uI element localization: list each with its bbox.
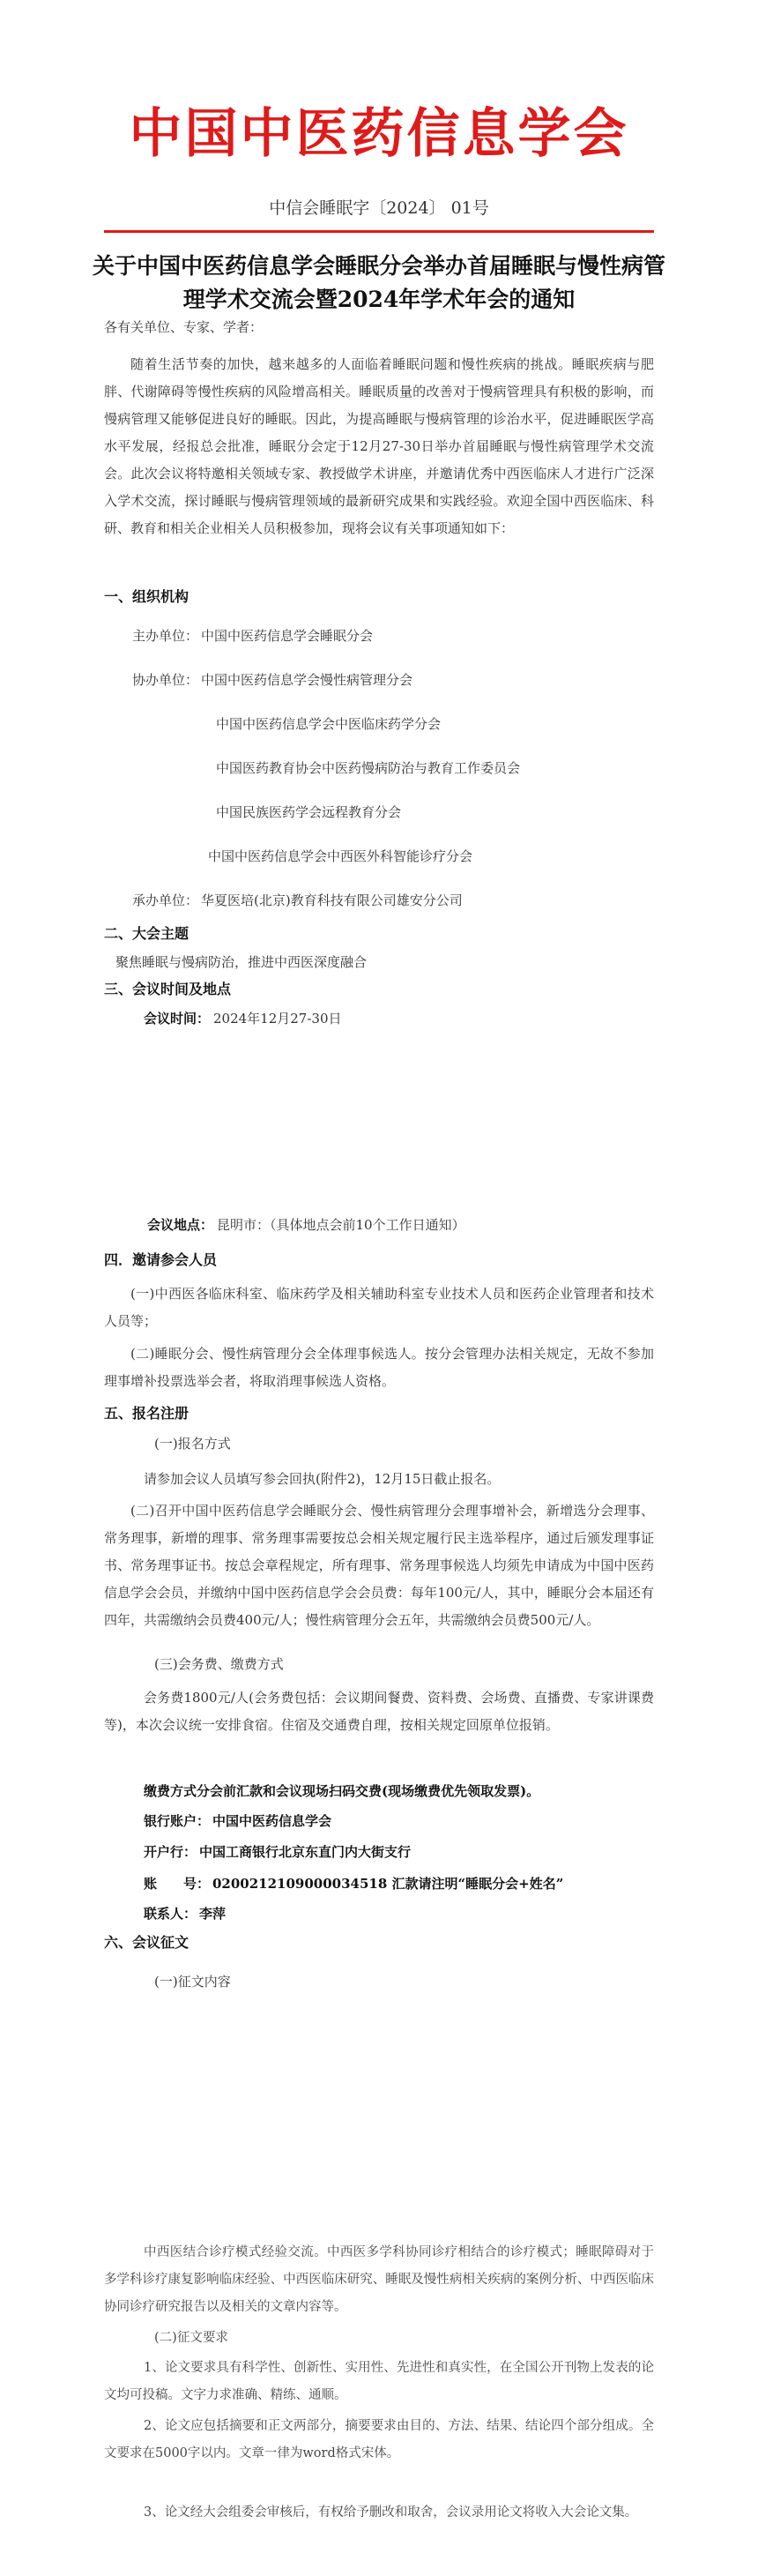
conference-place: 昆明市：（具体地点会前10个工作日通知） [217,1217,465,1233]
bank-account-label: 银行账户： [144,1813,211,1829]
notice-title: 关于中国中医药信息学会睡眠分会举办首届睡眠与慢性病管理学术交流会暨2024年学术年会的通知 [92,253,665,312]
contact-label: 联系人： [144,1906,197,1922]
payment-note: 缴费方式分会前汇款和会议现场扫码交费(现场缴费优先领取发票)。 [144,1783,540,1799]
time-label: 会议时间： [144,1011,211,1027]
host-unit: 中国中医药信息学会睡眠分会 [201,628,374,644]
bank-branch: 中国工商银行北京东直门内大街支行 [199,1844,412,1860]
registration-method-heading: (一)报名方式 [154,1436,231,1452]
org-masthead: 中国中医药信息学会 [129,103,629,165]
salutation: 各有关单位、专家、学者： [104,319,264,335]
section-heading-attendees: 四．邀请参会人员 [104,1251,218,1268]
bank-branch-label: 开户行： [144,1844,197,1860]
council-election-text: (二)召开中国中医药信息学会睡眠分会、慢性病管理分会理事增补会，新增选分会理事、常务理事，新增的理事、常务理事需要按总会相关规定履行民主选举程序，通过后颁发理事证书、常务理事证书。按总会章程规定，所有理事、常务理事候选人均须先申请成为中国中医药信息学会会员，并缴纳中国中医药信息学会会员费：每年100元/人，其中，睡眠分会本届还有四年，共需缴纳会员费400元/人；慢性病管理分会五年，共需缴纳会员费500元/人。 [104,1503,654,1628]
red-divider-line [104,230,654,233]
paper-requirements-heading: (二)征文要求 [154,2331,228,2345]
paper-content-heading: (一)征文内容 [154,1974,231,1990]
co-host-unit: 中国民族医药学会远程教育分会 [216,804,402,820]
attendee-item-2: (二)睡眠分会、慢性病管理分会全体理事候选人。按分会管理办法相关规定，无故不参加理事增补投票选举会者，将取消理事候选人资格。 [104,1346,654,1389]
registration-method-text: 请参加会议人员填写参会回执(附件2)，12月15日截止报名。 [144,1471,501,1487]
co-host-unit: 中国医药教育协会中医药慢病防治与教育工作委员会 [216,760,521,776]
co-host-label: 协办单位： [132,672,199,688]
section-heading-call-for-papers: 六、会议征文 [104,1934,190,1951]
contact-person: 李萍 [199,1906,227,1922]
co-host-unit: 中国中医药信息学会慢性病管理分会 [201,672,413,688]
conference-theme: 聚焦睡眠与慢病防治，推进中西医深度融合 [115,954,368,970]
account-number-label: 账 号： [144,1876,211,1892]
place-label: 会议地点： [147,1217,214,1233]
intro-paragraph: 随着生活节奏的加快，越来越多的人面临着睡眠问题和慢性疾病的挑战。睡眠疾病与肥胖、代谢障碍等慢性疾病的风险增高相关。睡眠质量的改善对于慢病管理具有积极的影响，而慢病管理又能够促进良好的睡眠。因此，为提高睡眠与慢病管理的诊治水平，促进睡眠医学高水平发展，经报总会批准，睡眠分会定于12月27-30日举办首届睡眠与慢性病管理学术交流会。此次会议将特邀相关领域专家、教授做学术讲座，并邀请优秀中西医临床人才进行广泛深入学术交流，探讨睡眠与慢病管理领域的最新研究成果和实践经验。欢迎全国中西医临床、科研、教育和相关企业相关人员积极参加，现将会议有关事项通知如下： [104,356,654,536]
account-number: 0200212109000034518 汇款请注明“睡眠分会+姓名” [212,1876,564,1892]
organizer-unit: 华夏医培(北京)教育科技有限公司雄安分公司 [201,892,463,908]
organizer-label: 承办单位： [132,892,199,908]
section-heading-theme: 二、大会主题 [104,925,190,942]
paper-requirement-1: 1、论文要求具有科学性、创新性、实用性、先进性和真实性，在全国公开刊物上发表的论文均可投稿。文字力求准确、精练、通顺。 [104,2361,654,2402]
document-number: 中信会睡眠字〔2024〕 01号 [269,198,489,218]
section-heading-organization: 一、组织机构 [104,588,190,605]
co-host-unit: 中国中医药信息学会中西医外科智能诊疗分会 [208,848,473,864]
paper-requirement-2: 2、论文应包括摘要和正文两部分，摘要要求由目的、方法、结果、结论四个部分组成。全文要求在5000字以内。文章一律为word格式宋体。 [104,2419,654,2460]
conference-time: 2024年12月27-30日 [213,1011,342,1027]
attendee-item-1: (一)中西医各临床科室、临床药学及相关辅助科室专业技术人员和医药企业管理者和技术人员等； [104,1286,654,1329]
paper-content-text: 中西医结合诊疗模式经验交流。中西医多学科协同诊疗相结合的诊疗模式；睡眠障碍对于多学科诊疗康复影响临床经验、中西医临床研究、睡眠及慢性病相关疾病的案例分析、中西医临床协同诊疗研究报告以及相关的文章内容等。 [104,2245,654,2314]
paper-requirement-3: 3、论文经大会组委会审核后，有权给予删改和取舍，会议录用论文将收入大会论文集。 [144,2505,638,2520]
section-heading-registration: 五、报名注册 [104,1405,190,1422]
bank-account-name: 中国中医药信息学会 [212,1813,332,1829]
host-label: 主办单位： [132,628,199,644]
fee-heading: (三)会务费、缴费方式 [154,1656,284,1672]
fee-text: 会务费1800元/人(会务费包括：会议期间餐费、资料费、会场费、直播费、专家讲课费等)，本次会议统一安排食宿。住宿及交通费自理，按相关规定回原单位报销。 [104,1690,654,1733]
co-host-unit: 中国中医药信息学会中医临床药学分会 [216,716,442,732]
section-heading-time-place: 三、会议时间及地点 [104,981,232,997]
